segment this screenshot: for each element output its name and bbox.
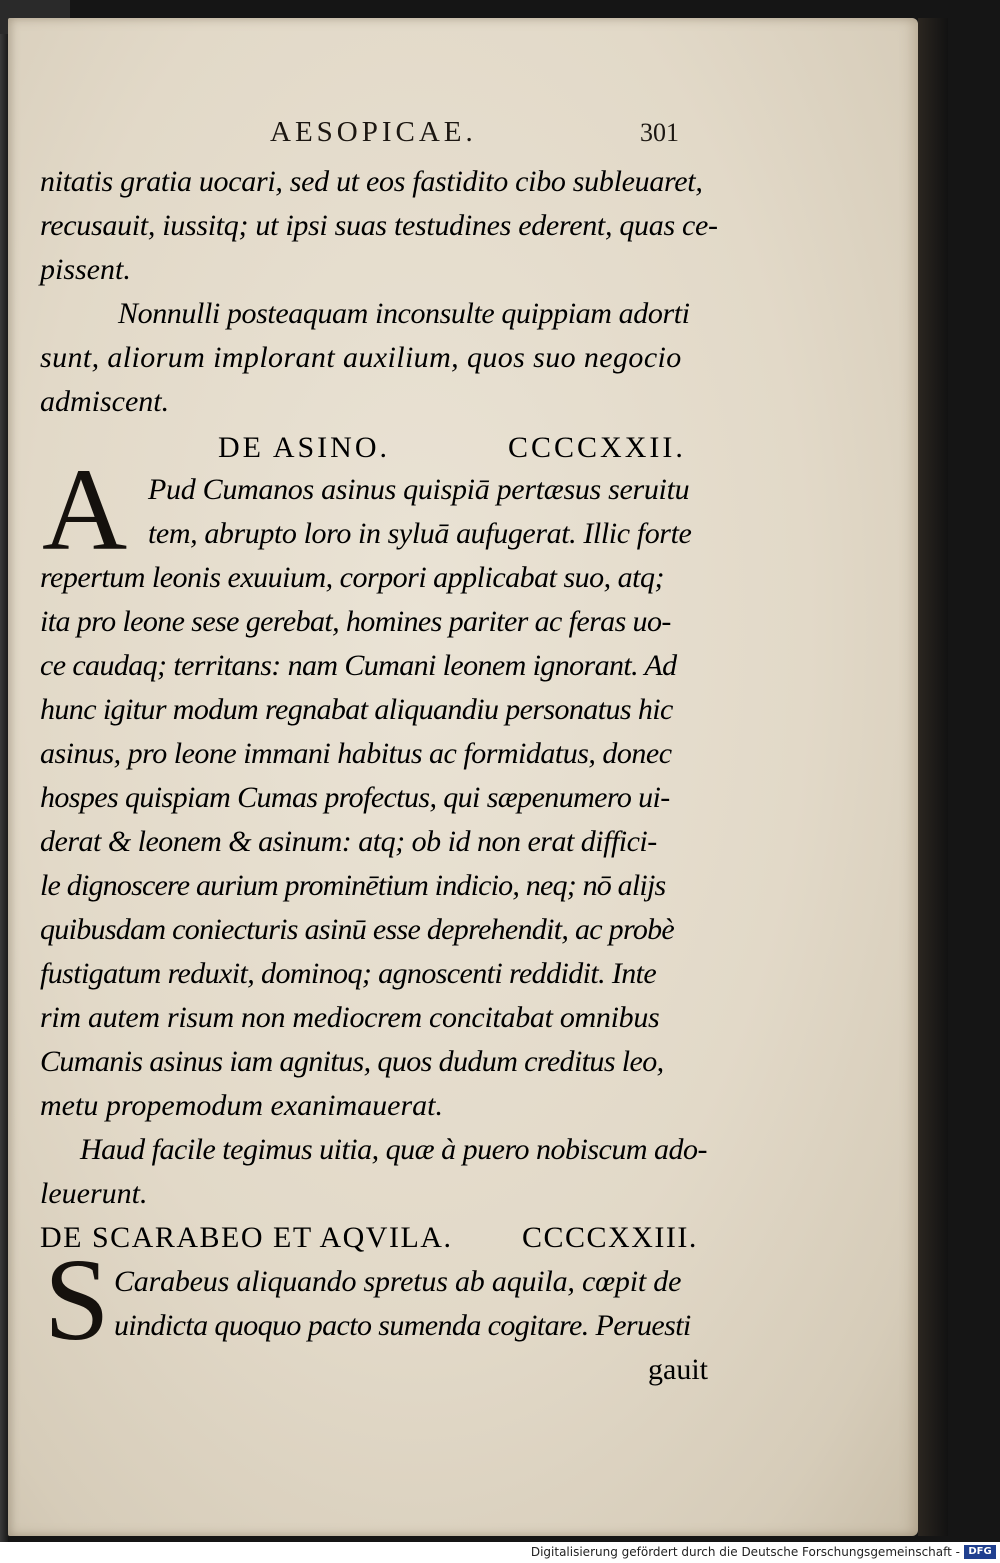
fable-line: rim autem risum non mediocrem concitabat omnibus xyxy=(40,1001,660,1034)
fable-line: quibusdam coniecturis asinū esse deprehendit, ac probè xyxy=(40,913,675,946)
fable-line: ce caudaq; territans: nam Cumani leonem ignorant. Ad xyxy=(40,649,677,682)
fable-line: Carabeus aliquando spretus ab aquila, cœpit de xyxy=(114,1265,682,1298)
fable-line: hunc igitur modum regnabat aliquandiu personatus hic xyxy=(40,693,673,726)
fable-line: tem, abrupto loro in syluā aufugerat. Illic forte xyxy=(148,517,692,550)
page-edge-shadow xyxy=(918,18,948,1536)
fable-line: le dignoscere aurium prominētium indicio, neq; nō alijs xyxy=(40,869,666,902)
fable-line: derat & leonem & asinum: atq; ob id non erat diffici- xyxy=(40,825,657,858)
fable-number: CCCCXXIII. xyxy=(522,1221,698,1254)
fable-line: Pud Cumanos asinus quispiā pertæsus seruitu xyxy=(148,473,690,506)
drop-cap-initial: A xyxy=(42,444,128,575)
fable-line: asinus, pro leone immani habitus ac formidatus, donec xyxy=(40,737,672,770)
dfg-logo: DFG xyxy=(964,1545,996,1559)
moral-line: leuerunt. xyxy=(40,1177,148,1210)
moral-line: Nonnulli posteaquam inconsulte quippiam adorti xyxy=(118,297,690,330)
moral-line: admiscent. xyxy=(40,385,170,418)
fable-line: uindicta quoquo pacto sumenda cogitare. Peruesti xyxy=(114,1309,691,1342)
moral-line: sunt, aliorum implorant auxilium, quos suo negocio xyxy=(40,341,682,374)
footer-credit: Digitalisierung gefördert durch die Deutsche Forschungsgemeinschaft - xyxy=(530,1545,960,1559)
text-line: recusauit, iussitq; ut ipsi suas testudines ederent, quas ce- xyxy=(40,209,718,242)
text-line: nitatis gratia uocari, sed ut eos fastidito cibo subleuaret, xyxy=(40,165,703,198)
running-head: AESOPICAE. xyxy=(270,116,477,148)
fable-line: fustigatum reduxit, dominoq; agnoscenti reddidit. Inte xyxy=(40,957,657,990)
fable-title: DE SCARABEO ET AQVILA. xyxy=(40,1221,453,1254)
moral-line: Haud facile tegimus uitia, quæ à puero nobiscum ado- xyxy=(80,1133,707,1166)
fable-number: CCCCXXII. xyxy=(508,431,686,464)
book-page xyxy=(8,18,918,1536)
fable-line: hospes quispiam Cumas profectus, qui sæpenumero ui- xyxy=(40,781,670,814)
catchword: gauit xyxy=(648,1353,708,1386)
page-number: 301 xyxy=(640,118,679,147)
fable-line: Cumanis asinus iam agnitus, quos dudum creditus leo, xyxy=(40,1045,664,1078)
left-binding-edge xyxy=(0,0,8,1542)
fable-line: metu propemodum exanimauerat. xyxy=(40,1089,443,1122)
fable-line: ita pro leone sese gerebat, homines pariter ac feras uo- xyxy=(40,605,671,638)
fable-line: repertum leonis exuuium, corpori applicabat suo, atq; xyxy=(40,561,664,594)
text-line: pissent. xyxy=(40,253,131,286)
footer-bar xyxy=(0,1542,1000,1563)
drop-cap-initial: S xyxy=(44,1234,110,1365)
fable-title: DE ASINO. xyxy=(218,431,391,464)
